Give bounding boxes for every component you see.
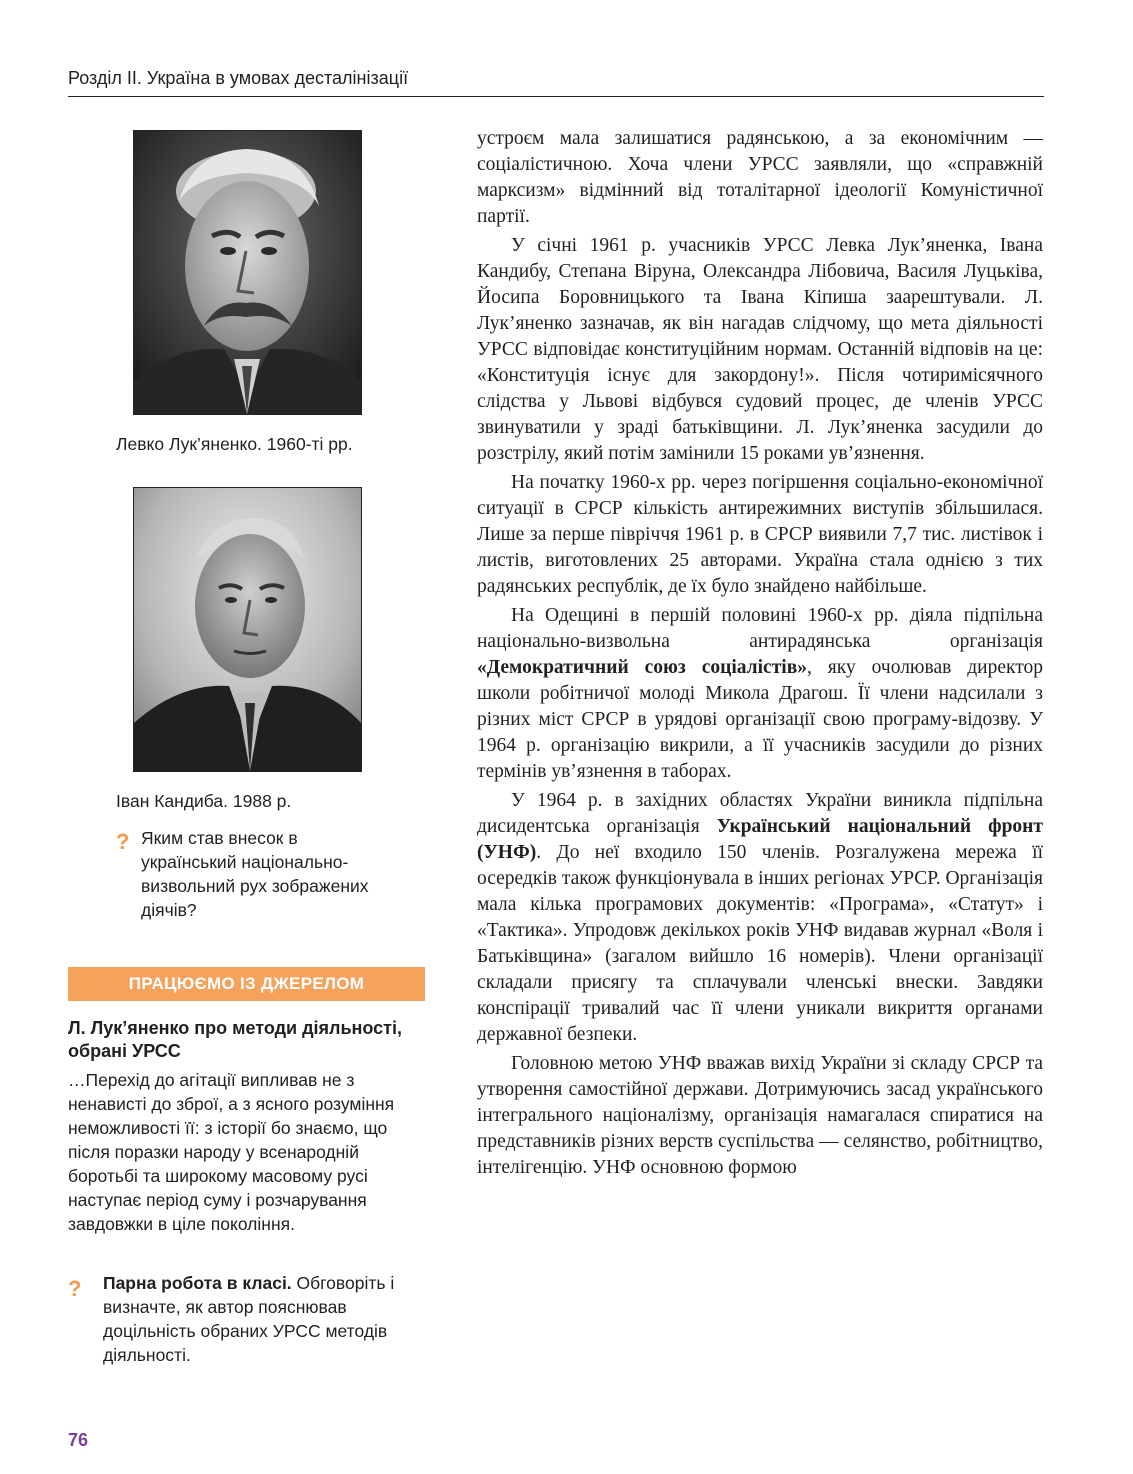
- source-title: Л. Лук’яненко про методи діяльності, обрані УРСС: [68, 1018, 402, 1061]
- pair-work-text: Обговоріть і визначте, як автор пояснював доцільність обраних УРСС методів діяльності.: [103, 1273, 395, 1365]
- paragraph-text: . До неї входило 150 членів. Розгалужена мережа її осередків також функціонувала в інших регіонах УРСР. Організація мала кілька програмових документів: «Програма», «Статут» і «Тактика». Упродовж декількох років УНФ видавав журнал «Воля і Батьківщина» (загалом вийшло 16 номерів). Члени організації складали присягу та сплачували членські внески. Завдяки конспірації тривалий час її члени уникали викриття органами державної безпеки.: [477, 842, 1043, 1045]
- photo-caption: Іван Кандиба. 1988 р.: [116, 791, 292, 811]
- page-number: 76: [68, 1430, 89, 1450]
- portrait-photo-lukianenko: [133, 130, 362, 415]
- question-text: Яким став внесок в український національно-визвольний рух зображених діячів?: [141, 828, 369, 920]
- running-head: Розділ ІІ. Україна в умовах десталінізації: [68, 68, 409, 88]
- paragraph-text: На Одещині в першій половині 1960-х рр. діяла підпільна національно-визвольна антирадянська організація: [477, 605, 1043, 652]
- question-icon: ?: [68, 1276, 82, 1301]
- source-quote: …Перехід до агітації випливав не з ненависті до зброї, а з ясного розуміння неможливості її: з історії бо знаємо, що після поразки народу у всенародній боротьбі та широкому масовому русі наступає період суму і розчарування завдовжки в ціле покоління.: [68, 1070, 395, 1234]
- paragraph: [477, 603, 1043, 785]
- paragraph: устроєм мала залишатися радянською, а за економічним — соціалістичною. Хоча члени УРСС заявляли, що «справжній марксизм» відмінний від тоталітарної ідеології Комуністичної партії.: [477, 128, 1043, 227]
- organization-name: «Демократичний союз соціалістів»: [477, 657, 807, 678]
- paragraph: [477, 788, 1043, 1048]
- pair-work-label: Парна робота в класі.: [103, 1273, 292, 1293]
- pair-work-task: [103, 1271, 423, 1367]
- paragraph: У січні 1961 р. учасників УРСС Левка Лук’яненка, Івана Кандибу, Степана Віруна, Олександра Лібовича, Василя Луцьківа, Йосипа Боровницького та Івана Кіпиша заарештували. Л. Лук’яненко зазначав, як він нагадав слідчому, що мета діяльності УРСС відповідає конституційним нормам. Останній відповів на це: «Конституція існує для закордону!». Після чотиримісячного слідства у Львові відбувся судовий процес, де членів УРСС звинуватили у зраді батьківщини. Л. Лук’яненка засудили до розстрілу, який потім замінили 15 роками ув’язнення.: [477, 235, 1043, 464]
- main-text-column: [477, 126, 1043, 1184]
- portrait-photo-kandyba: [133, 487, 362, 772]
- paragraph: На початку 1960-х рр. через погіршення соціально-економічної ситуації в СРСР кількість антирежимних виступів збільшилася. Лише за перше півріччя 1961 р. в СРСР виявили 7,7 тис. листівок і листів, виготовлених 25 авторами. Україна стала однією з тих радянських республік, де їх було знайдено найбільше.: [477, 472, 1043, 597]
- paragraph-text: , яку очолював директор школи робітничої молоді Микола Драгош. Її члени надсилали з різних міст СРСР в урядові організації свою програму-відозву. У 1964 р. організацію викрили, а її учасників засудили до різних термінів ув’язнення в таборах.: [477, 657, 1043, 782]
- paragraph: Головною метою УНФ вважав вихід України зі складу СРСР та утворення самостійної держави. Дотримуючись засад українського інтегрального націоналізму, організація намагалася спиратися на представників різних верств суспільства — селянство, робітництво, інтелігенцію. УНФ основною формою: [477, 1053, 1043, 1178]
- question-icon: ?: [116, 829, 130, 854]
- organization-name: Український національний фронт (УНФ): [477, 816, 1043, 863]
- header-rule: [68, 96, 1044, 97]
- photo-caption: Левко Лук’яненко. 1960-ті рр.: [116, 434, 353, 454]
- source-banner: ПРАЦЮЄМО ІЗ ДЖЕРЕЛОМ: [68, 967, 425, 1001]
- paragraph-text: У 1964 р. в західних областях України виникла підпільна дисидентська організація: [477, 790, 1043, 837]
